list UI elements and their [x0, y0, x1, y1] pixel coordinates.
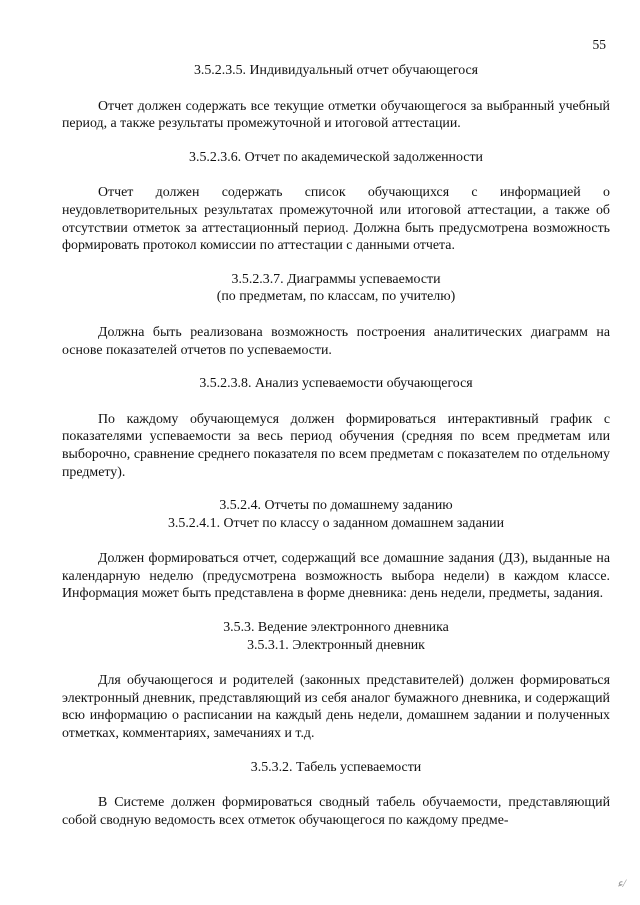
section-3-5-2-3-5	[62, 62, 610, 149]
section-heading-line: 3.5.3.1. Электронный дневник	[247, 637, 425, 653]
section-3-5-3	[62, 619, 610, 759]
section-heading	[62, 759, 610, 777]
page-number: 55	[592, 37, 606, 52]
section-heading-line: 3.5.2.3.5. Индивидуальный отчет обучающегося	[193, 63, 479, 78]
section-paragraph: Должна быть реализована возможность построения аналитических диаграмм на основе показателей отчетов по успеваемости.	[62, 324, 610, 358]
section-heading-line: 3.5.2.3.6. Отчет по академической задолженности	[189, 149, 483, 165]
page-content	[62, 62, 610, 829]
section-3-5-2-3-6	[62, 149, 610, 271]
section-heading	[62, 497, 610, 532]
section-heading	[62, 271, 610, 306]
section-3-5-2-3-8	[62, 375, 610, 497]
section-heading-line: 3.5.3. Ведение электронного дневника	[223, 620, 449, 636]
section-heading	[62, 375, 610, 393]
section-paragraph: Отчет должен содержать все текущие отметки обучающегося за выбранный учебный период, а также результаты промежуточной и итоговой аттестации.	[62, 98, 610, 132]
section-3-5-2-4	[62, 497, 610, 619]
section-paragraph: По каждому обучающемуся должен формироваться интерактивный график с показателями успеваемости за весь период обучения (средняя по всем предметам или выборочно, сравнение среднего показателя по всем предметам с показателем по отдельному предмету).	[62, 411, 610, 480]
section-heading-line: 3.5.2.3.7. Диаграммы успеваемости	[231, 271, 441, 287]
section-heading	[62, 62, 610, 80]
section-heading-line: 3.5.2.3.8. Анализ успеваемости обучающегося	[199, 376, 473, 392]
section-heading-line: 3.5.2.4. Отчеты по домашнему заданию	[219, 498, 453, 514]
section-paragraph: В Системе должен формироваться сводный табель обучаемости, представляющий собой сводную ведомость всех отметок обучающегося по каждому предме-	[62, 795, 610, 828]
scan-mark-icon: ء/	[617, 876, 626, 890]
section-heading-line: (по предметам, по классам, по учителю)	[216, 289, 456, 305]
section-paragraph: Должен формироваться отчет, содержащий все домашние задания (ДЗ), выданные на календарную неделю (предусмотрена возможность выбора недели) в каждом классе. Информация может быть представлена в форме дневника: день недели, предметы, задания.	[62, 551, 610, 602]
section-heading-line: 3.5.2.4.1. Отчет по классу о заданном домашнем задании	[167, 515, 505, 531]
section-3-5-3-2	[62, 759, 610, 830]
section-heading	[62, 619, 610, 654]
section-3-5-2-3-7	[62, 271, 610, 375]
section-heading-line: 3.5.3.2. Табель успеваемости	[250, 759, 422, 775]
section-paragraph: Для обучающегося и родителей (законных представителей) должен формироваться электронный дневник, представляющий из себя аналог бумажного дневника, и содержащий всю информацию о расписании на каждый день недели, домашнем задании и полученных отметках, комментариях, замечаниях и т.д.	[62, 673, 610, 742]
section-heading	[62, 149, 610, 167]
section-paragraph: Отчет должен содержать список обучающихся с информацией о неудовлетворительных результатах промежуточной или итоговой аттестации, а также об отсутствии отметок за аттестационный период. Должна быть предусмотрена возможность формировать протокол комиссии по аттестации с данными отчета.	[62, 185, 610, 254]
